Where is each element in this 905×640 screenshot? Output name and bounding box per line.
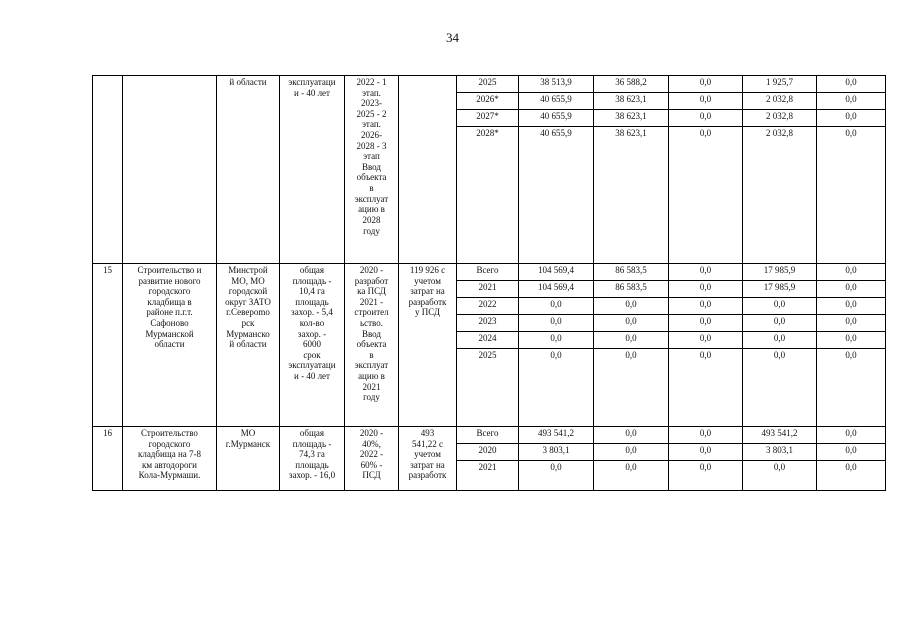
year-cell: 2021 bbox=[457, 461, 519, 491]
year-cell: Всего bbox=[457, 264, 519, 281]
regional-cell: 0,0 bbox=[669, 315, 743, 332]
other-cell: 0,0 bbox=[817, 332, 886, 349]
other-cell: 0,0 bbox=[817, 444, 886, 461]
object-characteristics: общая площадь - 74,3 га площадь захор. - 16,0 bbox=[280, 427, 345, 491]
regional-cell: 0,0 bbox=[669, 349, 743, 427]
year-cell: 2022 bbox=[457, 298, 519, 315]
local-cell: 2 032,8 bbox=[743, 110, 817, 127]
other-cell: 0,0 bbox=[817, 93, 886, 110]
regional-cell: 0,0 bbox=[669, 281, 743, 298]
regional-cell: 0,0 bbox=[669, 461, 743, 491]
total-cell: 0,0 bbox=[519, 332, 594, 349]
federal-cell: 0,0 bbox=[594, 315, 669, 332]
row-number: 15 bbox=[93, 264, 123, 427]
other-cell: 0,0 bbox=[817, 315, 886, 332]
year-cell: 2024 bbox=[457, 332, 519, 349]
local-cell: 2 032,8 bbox=[743, 93, 817, 110]
other-cell: 0,0 bbox=[817, 281, 886, 298]
year-cell: 2025 bbox=[457, 349, 519, 427]
total-cell: 40 655,9 bbox=[519, 110, 594, 127]
page-number: 34 bbox=[446, 30, 459, 45]
regional-cell: 0,0 bbox=[669, 332, 743, 349]
other-cell: 0,0 bbox=[817, 110, 886, 127]
other-cell: 0,0 bbox=[817, 461, 886, 491]
responsible-org: й области bbox=[217, 76, 280, 264]
object-characteristics: общая площадь - 10,4 га площадь захор. - 5,4 кол-во захор. - 6000 срок эксплуатаци и - 40 лет bbox=[280, 264, 345, 427]
total-cell: 0,0 bbox=[519, 315, 594, 332]
local-cell: 0,0 bbox=[743, 315, 817, 332]
responsible-org: МО г.Мурманск bbox=[217, 427, 280, 491]
total-cell: 38 513,9 bbox=[519, 76, 594, 93]
local-cell: 1 925,7 bbox=[743, 76, 817, 93]
regional-cell: 0,0 bbox=[669, 93, 743, 110]
table-row bbox=[93, 427, 886, 444]
year-cell: 2020 bbox=[457, 444, 519, 461]
project-name: Строительство городского кладбища на 7-8 км автодороги Кола-Мурмаши. bbox=[123, 427, 217, 491]
year-cell: 2023 bbox=[457, 315, 519, 332]
other-cell: 0,0 bbox=[817, 76, 886, 93]
regional-cell: 0,0 bbox=[669, 76, 743, 93]
regional-cell: 0,0 bbox=[669, 298, 743, 315]
implementation-timeline: 2020 - разработ ка ПСД 2021 - строител ьство. Ввод объекта в эксплуат ацию в 2021 году bbox=[345, 264, 399, 427]
total-cell: 0,0 bbox=[519, 298, 594, 315]
program-table bbox=[92, 75, 886, 491]
object-characteristics: эксплуатаци и - 40 лет bbox=[280, 76, 345, 264]
year-cell: 2026* bbox=[457, 93, 519, 110]
local-cell: 2 032,8 bbox=[743, 127, 817, 264]
regional-cell: 0,0 bbox=[669, 264, 743, 281]
local-cell: 17 985,9 bbox=[743, 281, 817, 298]
federal-cell: 0,0 bbox=[594, 461, 669, 491]
local-cell: 0,0 bbox=[743, 298, 817, 315]
implementation-timeline: 2022 - 1 этап. 2023- 2025 - 2 этап. 2026- 2028 - 3 этап Ввод объекта в эксплуат ацию в 2028 году bbox=[345, 76, 399, 264]
other-cell: 0,0 bbox=[817, 427, 886, 444]
total-cell: 104 569,4 bbox=[519, 281, 594, 298]
total-cell: 104 569,4 bbox=[519, 264, 594, 281]
total-cell: 0,0 bbox=[519, 349, 594, 427]
year-cell: 2025 bbox=[457, 76, 519, 93]
project-name: Строительство и развитие нового городского кладбища в районе п.г.т. Сафоново Мурманской области bbox=[123, 264, 217, 427]
estimated-cost bbox=[399, 76, 457, 264]
total-cell: 0,0 bbox=[519, 461, 594, 491]
federal-cell: 38 623,1 bbox=[594, 110, 669, 127]
federal-cell: 38 623,1 bbox=[594, 93, 669, 110]
estimated-cost: 493 541,22 с учетом затрат на разработк bbox=[399, 427, 457, 491]
federal-cell: 0,0 bbox=[594, 349, 669, 427]
total-cell: 40 655,9 bbox=[519, 93, 594, 110]
implementation-timeline: 2020 - 40%, 2022 - 60% - ПСД bbox=[345, 427, 399, 491]
table-row bbox=[93, 76, 886, 93]
total-cell: 493 541,2 bbox=[519, 427, 594, 444]
table-row bbox=[93, 264, 886, 281]
federal-cell: 86 583,5 bbox=[594, 281, 669, 298]
other-cell: 0,0 bbox=[817, 349, 886, 427]
year-cell: 2027* bbox=[457, 110, 519, 127]
other-cell: 0,0 bbox=[817, 127, 886, 264]
regional-cell: 0,0 bbox=[669, 427, 743, 444]
estimated-cost: 119 926 с учетом затрат на разработк у ПСД bbox=[399, 264, 457, 427]
regional-cell: 0,0 bbox=[669, 127, 743, 264]
row-number bbox=[93, 76, 123, 264]
year-cell: 2028* bbox=[457, 127, 519, 264]
regional-cell: 0,0 bbox=[669, 110, 743, 127]
regional-cell: 0,0 bbox=[669, 444, 743, 461]
local-cell: 0,0 bbox=[743, 349, 817, 427]
project-name bbox=[123, 76, 217, 264]
responsible-org: Минстрой МО, МО городской округ ЗАТО г.Североmo рск Мурманско й области bbox=[217, 264, 280, 427]
other-cell: 0,0 bbox=[817, 264, 886, 281]
year-cell: Всего bbox=[457, 427, 519, 444]
year-cell: 2021 bbox=[457, 281, 519, 298]
federal-cell: 36 588,2 bbox=[594, 76, 669, 93]
federal-cell: 0,0 bbox=[594, 298, 669, 315]
local-cell: 0,0 bbox=[743, 332, 817, 349]
local-cell: 493 541,2 bbox=[743, 427, 817, 444]
local-cell: 17 985,9 bbox=[743, 264, 817, 281]
local-cell: 0,0 bbox=[743, 461, 817, 491]
row-number: 16 bbox=[93, 427, 123, 491]
other-cell: 0,0 bbox=[817, 298, 886, 315]
federal-cell: 0,0 bbox=[594, 332, 669, 349]
federal-cell: 0,0 bbox=[594, 427, 669, 444]
federal-cell: 86 583,5 bbox=[594, 264, 669, 281]
table-body bbox=[93, 76, 886, 491]
total-cell: 3 803,1 bbox=[519, 444, 594, 461]
local-cell: 3 803,1 bbox=[743, 444, 817, 461]
federal-cell: 0,0 bbox=[594, 444, 669, 461]
total-cell: 40 655,9 bbox=[519, 127, 594, 264]
federal-cell: 38 623,1 bbox=[594, 127, 669, 264]
